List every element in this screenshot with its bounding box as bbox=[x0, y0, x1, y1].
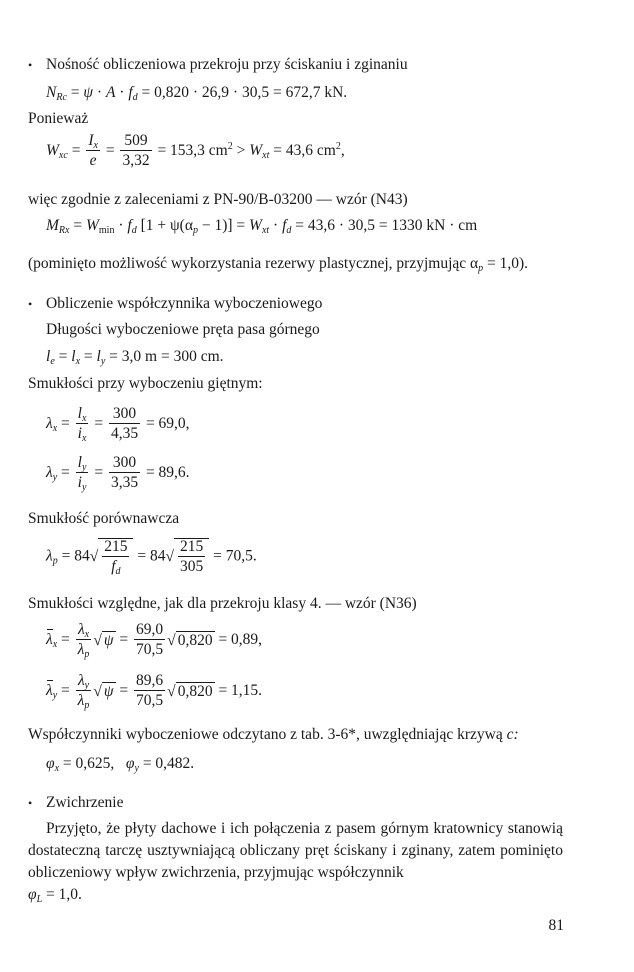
equation-nrc-result: = 0,820 · 26,9 · 30,5 = 672,7 kN. bbox=[141, 84, 348, 101]
fraction-wxc-value: $\frac{509}{3,32}$ bbox=[122, 132, 150, 170]
equation-lambda-bar-x: $\lambda_x$ = $\frac{\lambda_x}{\lambda_p}$ √ ψ = $\frac{69,0}{70,5}$ √ 0,820 = 0,89, bbox=[46, 621, 263, 661]
equation-lambda-p: $\lambda_p = 84√$ $\frac{215}{f_d}$ = 84√ $\frac{215}{305}$ = 70,5. bbox=[46, 538, 257, 578]
fraction-ix-e: $\frac{I_x}{e}$ bbox=[88, 132, 98, 170]
heading-zwichrzenie: Zwichrzenie bbox=[46, 794, 124, 811]
text-smuklosci: Smukłości przy wyboczeniu giętnym: bbox=[28, 375, 263, 392]
bullet-3: • bbox=[28, 796, 33, 810]
text-wspolczynniki: Współczynniki wyboczeniowe odczytano z tab. 3-6*, uwzględniając krzywą c: bbox=[28, 726, 519, 743]
text-pominieto: (pominięto możliwość wykorzystania rezerwy plastycznej, przyjmując $\alpha_p = 1,0$). bbox=[28, 255, 529, 274]
text-porownawcza: Smukłość porównawcza bbox=[28, 510, 180, 527]
page-number: 81 bbox=[548, 917, 564, 934]
text-dlugosci: Długości wyboczeniowe pręta pasa górnego bbox=[46, 321, 320, 338]
equation-wxc: $W_{xc}$ = $\frac{I_x}{e}$ = $\frac{509}{3,32}$ = 153,3 $cm^2 > W_{xt} = 43,6$ $cm^2$, bbox=[46, 132, 345, 170]
paragraph-zwichrzenie: Przyjęto, że płyty dachowe i ich połączenia z pasem górnym kratownicy stanowią dostateczną tarczę usztywniającą obliczany pręt ściskany i zginany, zatem pominięto obliczeniowy wpływ zwichrzenia, przyjmując współczynnik $\varphi_L = 1,0$. bbox=[28, 820, 563, 905]
heading-nosnosc: Nośność obliczeniowa przekroju przy ściskaniu i zginaniu bbox=[46, 56, 408, 73]
equation-lambda-x: $\lambda_x$ = $\frac{l_x}{i_x}$ = $\frac{300}{4,35}$ = 69,0, bbox=[46, 405, 190, 445]
equation-nrc: $N_{Rc} = \psi \cdot A \cdot f_d = 0,820 \cdot 26,9 \cdot 30,5 = 672,7$ kN. bbox=[46, 84, 348, 103]
text-poniewaz: Ponieważ bbox=[28, 110, 89, 127]
heading-wspolczynnik: Obliczenie współczynnika wyboczeniowego bbox=[46, 295, 323, 312]
equation-lambda-bar-y: $\lambda_y$ = $\frac{\lambda_y}{\lambda_p}$ √ ψ = $\frac{89,6}{70,5}$ √ 0,820 = 1,15. bbox=[46, 672, 263, 712]
bullet-2: • bbox=[28, 297, 33, 311]
equation-phi: $\varphi_x = 0,625$, $\varphi_y = 0,482$. bbox=[46, 755, 195, 774]
equation-lambda-y: $\lambda_y$ = $\frac{l_y}{i_y}$ = $\frac{300}{3,35}$ = 89,6. bbox=[46, 454, 190, 494]
text-wiec: więc zgodnie z zaleceniami z PN-90/B-03200 — wzór (N43) bbox=[28, 191, 408, 208]
equation-mrx: $M_{Rx} = W_{min} \cdot f_d$ $[1 + \psi(\alpha_p - 1)] = W_{xt} \cdot f_d = 43,6 \cdot 30,5 = 1330$ kN · cm bbox=[46, 217, 478, 236]
bullet-1: • bbox=[28, 58, 33, 72]
equation-le: $l_e = l_x = l_y = 3,0$ m = 300 cm. bbox=[46, 348, 224, 367]
text-wzgledne: Smukłości względne, jak dla przekroju klasy 4. — wzór (N36) bbox=[28, 595, 417, 612]
